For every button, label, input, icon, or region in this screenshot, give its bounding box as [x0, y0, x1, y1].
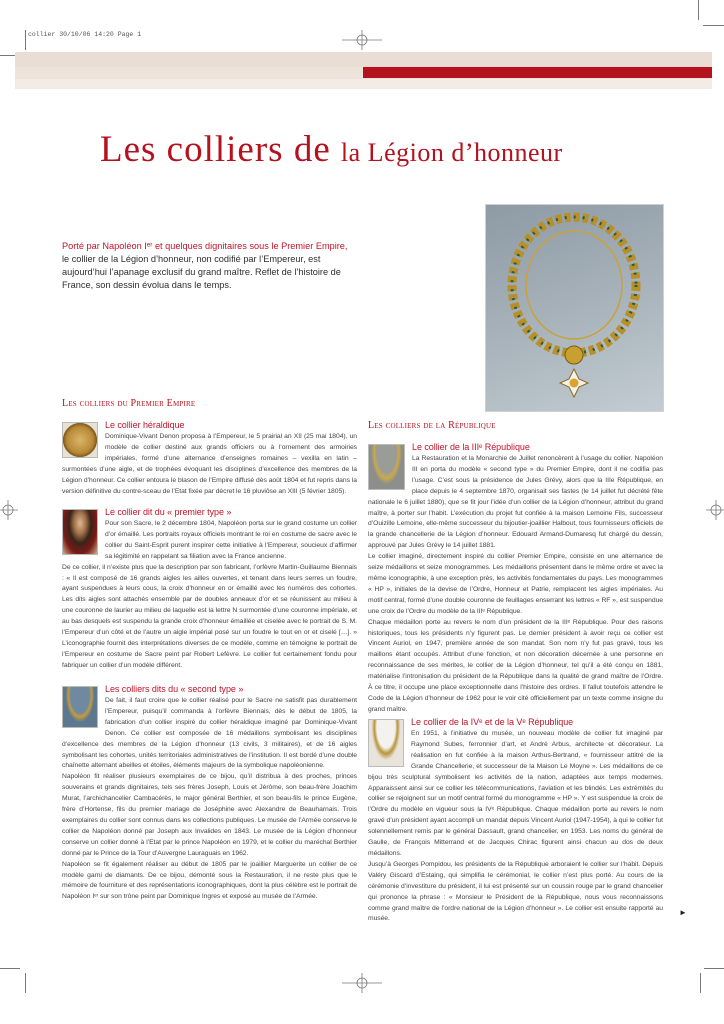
section-title-premier-empire: Les colliers du Premier Empire — [62, 398, 196, 409]
header-band-bottom — [15, 79, 712, 89]
registration-mark-icon — [0, 500, 18, 520]
crop-mark — [25, 30, 26, 50]
header-red-stripe — [363, 67, 712, 78]
crop-mark — [25, 973, 26, 993]
crop-mark — [0, 968, 20, 969]
continue-arrow-icon: ► — [679, 908, 687, 917]
article-paragraph: Chaque médaillon porte au revers le nom d’un président de la IIIᵉ République. Pour des raisons historiques, tous les présidents n’y figurent pas. Le dernier président à avoir reçu ce collier est Vincent Auriol, en 1947, première année de son mandat. Son nom n’y fut pas gravé, tous les maillons étant occupés. Attribut d’une fonction, et non décoration décernée à une personne en reconnaissance de ses mérites, le collier de la Légion d’honneur, tel qu’il a été conçu en 1881, matérialise l’intronisation du président de la République dans la qualité de grand maître de l’Ordre. À ce titre, il occupe une place exceptionnelle dans l’histoire des ordres. Il fallut toutefois attendre le Code de la Légion d’honneur de 1962 pour le voir cité officiellement par un texte comme insigne du grand maître. — [368, 618, 663, 713]
article-paragraph: De ce collier, il n’existe plus que la description par son fabricant, l’orfèvre Martin-Guillaume Biennais : « Il est composé de 16 grands aigles les ailles ouvertes, et tenant dans leurs serres un foudre, ayant suspendues à leurs cous, la croix d’honneur en or émaillé avec les numéros des cohortes. Les dits aigles sont attachés ensemble par de doubles anneaux d’or et se réunissent au milieu à une couronne de laurier au milieu de laquelle est la lettre N surmontée d’une couronne impériale, et au bas desquels est suspendu la grande croix d’honneur émaillée et ciselée avec le portrait de S. M. l’Empereur d’un côté et de l’autre un aigle impérial posé sur un foudre le tout en or et ciselé […]. » L’iconographie fournit des interprétations diverses de ce modèle, comme en témoigne le portrait de l’Empereur en costume de Sacre peint par Robert Lefèvre. Le collier fut certainement fondu pour fabriquer un collier d’un modèle différent. — [62, 563, 357, 669]
article-collier-heraldique — [62, 420, 357, 497]
registration-mark-icon — [706, 500, 724, 520]
title-part1: Les colliers de — [100, 129, 331, 170]
crop-mark — [698, 0, 699, 20]
article-premier-type — [62, 507, 357, 672]
article-paragraph: Napoléon se fit également réaliser au début de 1805 par le joaillier Marguerite un collier de ce modèle garni de diamants. De ce bijou, démonté sous la Restauration, il ne reste plus que le mémoire de fourniture et des représentations iconographiques, dont la plus célèbre est le portrait de Napoléon Iᵉʳ sur son trône peint par Dominique Ingres et exposé au musée de l’Armée. — [62, 860, 357, 901]
registration-mark-icon — [342, 30, 382, 50]
article-heading: Le collier de la IIIᵉ République — [412, 442, 530, 452]
section-title-republique: Les colliers de la République — [368, 420, 496, 431]
crop-mark — [703, 25, 724, 26]
registration-mark-icon — [342, 973, 382, 993]
second-type-collar-thumbnail — [62, 686, 98, 728]
article-paragraph: De fait, il faut croire que le collier réalisé pour le Sacre ne satisfit pas durablement l’Empereur, puisqu’il commanda à l’orfèvre Biennais, dès le début de 1805, la fabrication d’un collier inspiré du collier héraldique imaginé par Dominique-Vivant Denon. Ce collier est composée de 16 médaillons symbolisant les disciplines d’excellence des membres de la Légion d’honneur (13 civils, 3 militaires), et de 16 aigles symbolisant les cohortes, unités territoriales administratives de l’institution. Il est bordé d’une double chaînette alternant abeilles et étoiles, éléments majeurs de la symbolique napoléonienne. — [62, 697, 357, 770]
intro — [62, 240, 362, 292]
header-band-top — [15, 52, 712, 67]
article-heading: Les colliers dits du « second type » — [105, 684, 244, 694]
article-paragraph: Le collier imaginé, directement inspiré du collier Premier Empire, consiste en une alternance de seize médaillons et seize monogrammes. Les médaillons présentent dans le même ordre et avec la même iconographie, à une exception près, les activités fondamentales du pays. Les monogrammes « HP », initiales de la devise de l’Ordre, Honneur et Patrie, remplacent les aigles impériales. Au motif central, formé d’une double couronne de feuillages enserrant les lettres « RF », est suspendue une croix de l’Ordre du modèle de la IIIᵉ République. — [368, 553, 663, 615]
article-paragraph: La Restauration et la Monarchie de Juillet renoncèrent à l’usage du collier. Napoléon III en porta du modèle « second type » du Premier Empire, dont il ne codifia pas l’usage. C’est sous la présidence de Jules Grévy, alors que la IIIe République, en place depuis le 4 septembre 1870, organisait ses fastes (le 14 juillet fut décrété fête nationale le 6 juillet 1880), que se fit jour l’idée d’un collier de la Légion d’honneur, attribut du grand maître, à porter sur l’habit. L’exécution du projet fut confiée à la maison Lemoine Fils, successeur d’Ouizille Lemoine, elle-même successeur du bijoutier-joaillier Halbout, tous fournisseurs officiels de la grande chancellerie de la Légion d’honneur. Edouard Armand-Dumaresq fut chargé du dessin, approuvé par Jules Grévy le 14 juillet 1881. — [368, 455, 663, 550]
article-paragraph: Napoléon fit réaliser plusieurs exemplaires de ce bijou, qu’il distribua à des proches, princes souverains et grands dignitaires, tels ses frères Joseph, Louis et Jérôme, son beau-frère Joachim Murat, l’archichancelier Cambacérès, le major général Berthier, et son beau-fils le prince Eugène, frère d’Hortense, fils du premier mariage de Joséphine avec Alexandre de Beauharnais. Trois exemplaires du collier sont connus dans les collections publiques. Le musée de l’Armée conserve le collier de Napoléon donné par Joseph aux Invalides en 1843. Le musée de la Légion d’honneur conserve un collier donné à l’Etat par le prince Napoléon en 1979, et le collier du maréchal Berthier donné par le Prince de la Tour d’Auvergne Lauraguais en 1962. — [62, 773, 357, 857]
crop-mark — [704, 968, 724, 969]
third-republic-collar-thumbnail — [368, 444, 405, 490]
crop-mark — [700, 973, 701, 993]
napoleon-portrait-thumbnail — [62, 509, 98, 555]
article-troisieme-republique — [368, 442, 663, 716]
article-heading: Le collier héraldique — [105, 420, 185, 430]
article-second-type — [62, 684, 357, 903]
fourth-republic-collar-thumbnail — [368, 719, 404, 767]
heraldic-collar-thumbnail — [62, 422, 98, 458]
article-paragraph: Pour son Sacre, le 2 décembre 1804, Napoléon porta sur le grand costume un collier d’or émaillé. Les portraits royaux officiels montrant le roi en costume de sacre avec le collier du Saint-Esprit purent inspirer cette initiative à l’Empereur, soucieux d’affirmer sa légitimité en rappelant sa filiation avec la France ancienne. — [105, 520, 357, 560]
title-part2: la Légion d’honneur — [340, 138, 563, 167]
print-slug: collier 30/10/06 14:20 Page 1 — [28, 31, 142, 38]
intro-text: le collier de la Légion d’honneur, non codifié par l’Empereur, est aujourd’hui l’apanage exclusif du grand maître. Reflet de l’histoire de France, son dessin évolua dans le temps. — [62, 254, 341, 290]
article-quatrieme-cinquieme-republique — [368, 717, 663, 925]
collar-photo — [486, 205, 663, 411]
intro-lead: Porté par Napoléon Iᵉʳ et quelques dignitaires sous le Premier Empire, — [62, 241, 348, 251]
article-paragraph: Jusqu’à Georges Pompidou, les présidents de la République arboraient le collier sur l’habit. Depuis Valéry Giscard d’Estaing, qui simplifia le cérémonial, le collier n’est plus porté. Au cours de la cérémonie d’investiture du président, il lui est présenté sur un coussin rouge par le grand chancelier qui prononce la phrase : « Monsieur le Président de la République, nous vous reconnaissons comme grand maître de l’ordre national de la Légion d’honneur ». Le collier est ensuite rapporté au musée. — [368, 860, 663, 923]
article-heading: Le collier dit du « premier type » — [105, 507, 232, 517]
article-heading: Le collier de la IVᵉ et de la Vᵉ République — [411, 717, 574, 727]
article-paragraph: En 1951, à l’initiative du musée, un nouveau modèle de collier fut imaginé par Raymond Subes, ferronnier d’art, et André Arbus, architecte et décorateur. La réalisation en fut confiée à la maison Arthus-Bertrand, « fournisseur attitré de la Grande Chancellerie, et successeur de la Maison Le Moyne ». Les médaillons de ce bijou très sculptural symbolisent les activités de la nation, adaptées aux temps modernes. Apparaissent ainsi sur ce collier les télécommunications, l’aviation et les blindés. Les extrémités du collier se rejoignent sur un motif central formé du monogramme « HP ». Y est suspendue la croix de l’Ordre du modèle en vigueur sous la IVᵉ République. Chaque médaillon porte au revers le nom gravé d’un président ayant accompli un mandat depuis Vincent Auriol (1947-1954), à qui le collier fut solennellement remis par le général Dassault, grand chancelier, en 1953. Les noms du général de Gaulle, de François Mitterrand et de Jacques Chirac figurent ainsi chacun au dos de deux médaillons. — [368, 730, 663, 857]
article-paragraph: Dominique-Vivant Denon proposa à l’Empereur, le 5 prairial an XII (25 mai 1804), un modèle de collier destiné aux grands officiers ou à l’ornement des armoiries impériales, formé d’une alternance d’enseignes romaines – vexilla en latin – surmontées d’une aigle, et de trophées évoquant les disciplines d’excellence des membres de la Légion d’honneur. Ce collier entoura le blason de l’Empire diffusé dès août 1804 et fut repris dans la version définitive du contre-sceau de l’Etat fixée par décret le 16 pluviôse an XIII (5 février 1805). — [62, 433, 357, 495]
page-title — [100, 128, 563, 171]
collar-illustration — [486, 205, 663, 411]
